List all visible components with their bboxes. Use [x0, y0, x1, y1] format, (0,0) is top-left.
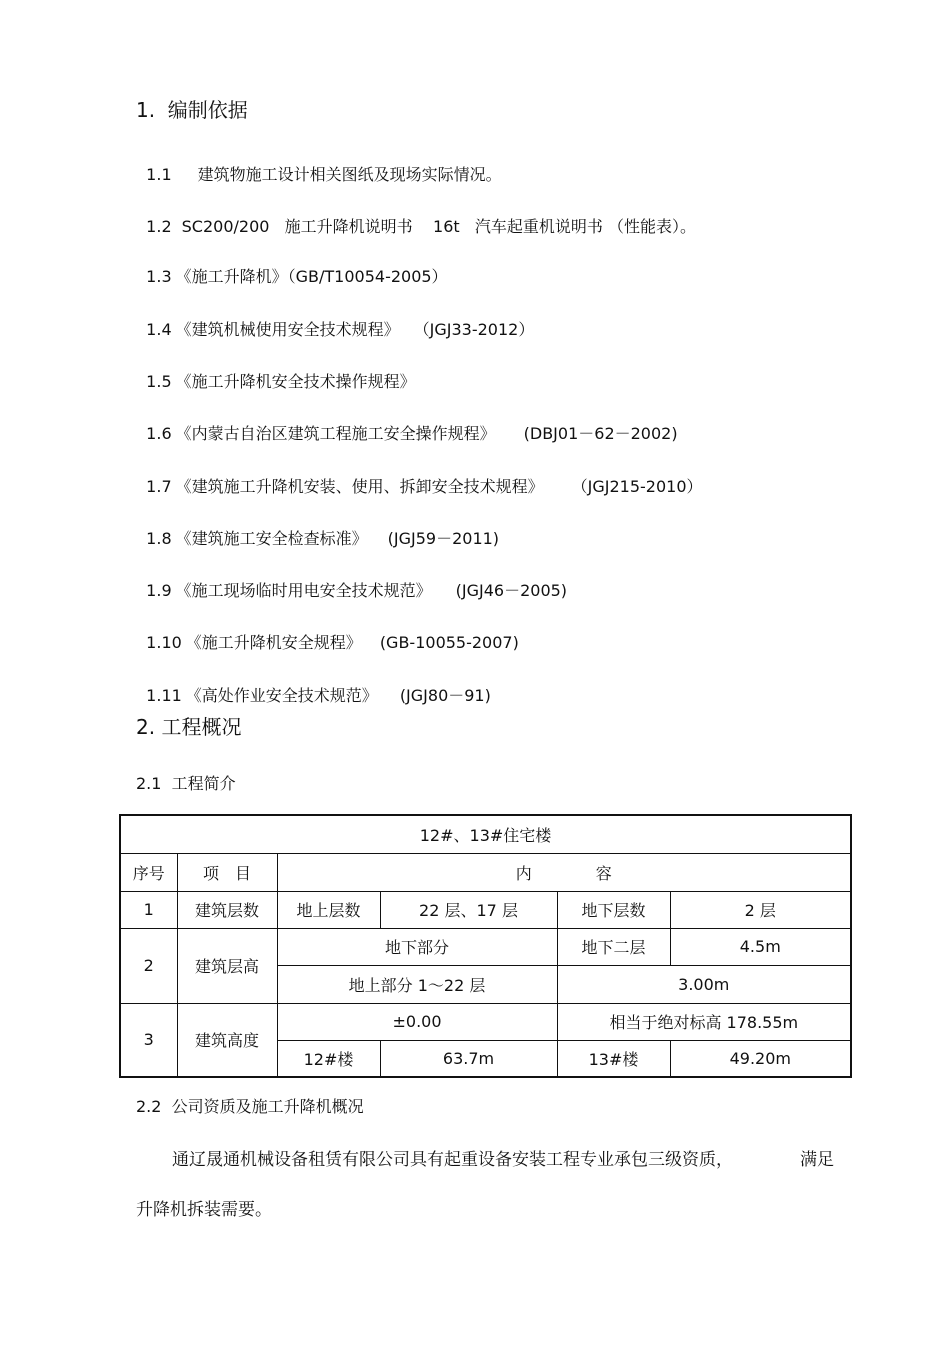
- list-item: [136, 352, 416, 392]
- list-item: [136, 613, 519, 653]
- item-text: 《施工现场临时用电安全技术规范》: [175, 581, 432, 600]
- table-cell: 12#楼: [277, 1040, 380, 1077]
- item-text: 建筑物施工设计相关图纸及现场实际情况。: [197, 165, 502, 184]
- table-header-row: [120, 853, 851, 891]
- table-cell: 22 层、17 层: [380, 891, 557, 928]
- list-item: [136, 300, 534, 340]
- table-cell: 地下二层: [557, 928, 670, 965]
- item-text: 《建筑施工升降机安装、使用、拆卸安全技术规程》: [175, 477, 544, 496]
- table-row: [120, 928, 851, 965]
- table-title: 12#、13#住宅楼: [120, 815, 851, 853]
- item-number: 1.1: [146, 165, 172, 184]
- list-item: [136, 457, 703, 497]
- table-row: [120, 1003, 851, 1040]
- header-content: 内 容: [277, 853, 851, 891]
- item-number: 1.6: [146, 424, 172, 443]
- item-number: 1.7: [146, 477, 172, 496]
- item-reference: （JGJ33-2012）: [413, 320, 535, 339]
- paragraph-line: 通辽晟通机械设备租赁有限公司具有起重设备安装工程专业承包三级资质，: [172, 1150, 733, 1170]
- table-cell: 4.5m: [670, 928, 851, 965]
- table-cell: 49.20m: [670, 1040, 851, 1077]
- row-item: 建筑层数: [177, 891, 277, 928]
- header-item: 项 目: [177, 853, 277, 891]
- list-item: [136, 509, 499, 549]
- table-cell: 63.7m: [380, 1040, 557, 1077]
- paragraph-tail: 满足: [800, 1150, 834, 1170]
- table-cell: 3.00m: [557, 965, 851, 1003]
- table-cell: 地上部分 1～22 层: [277, 965, 557, 1003]
- table-cell: 地下层数: [557, 891, 670, 928]
- item-number: 1.9: [146, 581, 172, 600]
- list-item: [136, 666, 491, 706]
- section-1-heading: 1. 编制依据: [136, 98, 248, 122]
- row-item: 建筑高度: [177, 1003, 277, 1077]
- item-number: 1.10: [146, 633, 182, 652]
- list-item: [136, 197, 696, 237]
- item-text: 《高处作业安全技术规范》: [185, 686, 378, 705]
- item-reference: (GB-10055-2007): [379, 633, 519, 652]
- item-text: 《建筑机械使用安全技术规程》: [175, 320, 400, 339]
- item-text: 《施工升降机安全规程》: [185, 633, 362, 652]
- item-number: 1.5: [146, 372, 172, 391]
- table-cell: 地下部分: [277, 928, 557, 965]
- section-2-heading: 2. 工程概况: [136, 715, 242, 739]
- item-number: 1.8: [146, 529, 172, 548]
- row-item: 建筑层高: [177, 928, 277, 1003]
- item-reference: （JGJ215-2010）: [571, 477, 703, 496]
- item-reference: (JGJ46－2005): [455, 581, 568, 600]
- header-no: 序号: [120, 853, 177, 891]
- item-text: 《内蒙古自治区建筑工程施工安全操作规程》: [175, 424, 496, 443]
- table-row: [120, 891, 851, 928]
- subsection-2-1-heading: 2.1 工程简介: [136, 774, 236, 793]
- list-item: [136, 145, 502, 185]
- paragraph-line: 升降机拆装需要。: [136, 1200, 272, 1220]
- row-no: 2: [120, 928, 177, 1003]
- item-text: 《建筑施工安全检查标准》: [175, 529, 368, 548]
- subsection-2-2-heading: 2.2 公司资质及施工升降机概况: [136, 1097, 364, 1116]
- table-cell: 地上层数: [277, 891, 380, 928]
- project-info-table: [119, 814, 852, 1078]
- list-item: [136, 404, 678, 444]
- item-reference: (JGJ80－91): [399, 686, 491, 705]
- item-number: 1.3: [146, 267, 172, 286]
- item-number: 1.4: [146, 320, 172, 339]
- row-no: 3: [120, 1003, 177, 1077]
- item-number: 1.11: [146, 686, 182, 705]
- item-text: SC200/200 施工升降机说明书 16t 汽车起重机说明书 （性能表）。: [181, 217, 697, 236]
- item-number: 1.2: [146, 217, 172, 236]
- table-cell: ±0.00: [277, 1003, 557, 1040]
- item-reference: (DBJ01－62－2002): [523, 424, 678, 443]
- table-title-row: [120, 815, 851, 853]
- item-text: 《施工升降机安全技术操作规程》: [175, 372, 416, 391]
- table-cell: 2 层: [670, 891, 851, 928]
- list-item: [136, 561, 567, 601]
- item-text: 《施工升降机》（GB/T10054-2005）: [175, 267, 448, 286]
- table-cell: 13#楼: [557, 1040, 670, 1077]
- row-no: 1: [120, 891, 177, 928]
- item-reference: (JGJ59－2011): [387, 529, 500, 548]
- list-item: [136, 247, 448, 287]
- table-cell: 相当于绝对标高 178.55m: [557, 1003, 851, 1040]
